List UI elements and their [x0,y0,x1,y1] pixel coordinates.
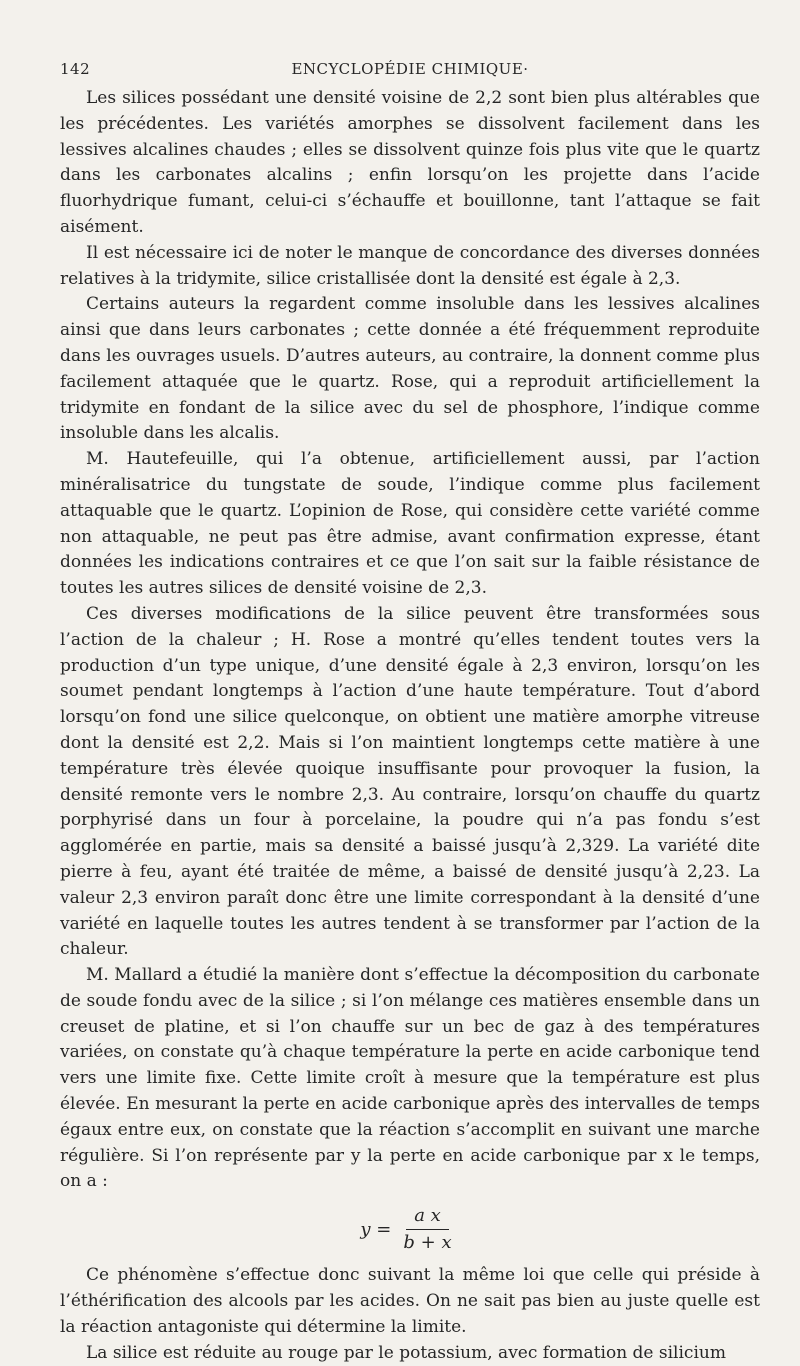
paragraph: La silice est réduite au rouge par le potassium, avec formation de silicium [86,1342,726,1363]
body-text [60,86,760,1366]
formula [60,1195,760,1263]
running-title: ENCYCLOPÉDIE CHIMIQUE· [291,60,529,78]
formula-denominator: b + x [403,1231,452,1253]
formula-numerator: a x [406,1205,449,1230]
page-number: 142 [60,60,91,78]
formula-fraction [395,1205,459,1254]
paragraph: M. Hautefeuille, qui l’a obtenue, artificiellement aussi, par l’action minéralisatrice du tungstate de soude, l’indique comme plus facilement attaquable que le quartz. L’opinion de Rose, qui considère cette variété comme non attaquable, ne peut pas être admise, avant confirmation expresse, étant données les indications contraires et ce que l’on sait sur la faible résistance de toutes les autres silices de densité voisine de 2,3. [60,449,760,599]
paragraph: Ces diverses modifications de la silice peuvent être transformées sous l’action de la chaleur ; H. Rose a montré qu’elles tendent toutes vers la production d’un type unique, d’une densité égale à 2,3 environ, lorsqu’on les soumet pendant longtemps à l’action d’une haute température. Tout d’abord lorsqu’on fond une silice quelconque, on obtient une matière amorphe vitreuse dont la densité est 2,2. Mais si l’on maintient longtemps cette matière à une température très élevée quoique insuffisante pour provoquer la fusion, la densité remonte vers le nombre 2,3. Au contraire, lorsqu’on chauffe du quartz porphyrisé dans un four à porcelaine, la poudre qui n’a pas fondu s’est agglomérée en partie, mais sa densité a baissé jusqu’à 2,329. La variété dite pierre à feu, ayant été traitée de même, a baissé de densité jusqu’à 2,23. La valeur 2,3 environ paraît donc être une limite correspondant à la densité d’une variété en laquelle toutes les autres tendent à se transformer par l’action de la chaleur. [60,603,760,960]
paragraph: Certains auteurs la regardent comme insoluble dans les lessives alcalines ainsi que dans leurs carbonates ; cette donnée a été fréquemment reproduite dans les ouvrages usuels. D’autres auteurs, au contraire, la donnent comme plus facilement attaquée que le quartz. Rose, qui a reproduit artificiellement la tridymite en fondant de la silice avec du sel de phosphore, l’indique comme insoluble dans les alcalis. [60,294,760,444]
page-header [60,60,760,86]
paragraph: Il est nécessaire ici de noter le manque de concordance des diverses données relatives à la tridymite, silice cristallisée dont la densité est égale à 2,3. [60,242,760,289]
paragraph: Les silices possédant une densité voisine de 2,2 sont bien plus altérables que les précédentes. Les variétés amorphes se dissolvent facilement dans les lessives alcalines chaudes ; elles se dissolvent quinze fois plus vite que le quartz dans les carbonates alcalins ; enfin lorsqu’on les projette dans l’acide fluorhydrique fumant, celui-ci s’échauffe et bouillonne, tant l’attaque se fait aisément. [60,88,760,237]
formula-lhs: y = [360,1218,392,1240]
paragraph: M. Mallard a étudié la manière dont s’effectue la décomposition du carbonate de soude fondu avec de la silice ; si l’on mélange ces matières ensemble dans un creuset de platine, et si l’on chauffe sur un bec de gaz à des températures variées, on constate qu’à chaque température la perte en acide carbonique tend vers une limite fixe. Cette limite croît à mesure que la température est plus élevée. En mesurant la perte en acide carbonique après des intervalles de temps égaux entre eux, on constate que la réaction s’accomplit en suivant une marche régulière. Si l’on représente par y la perte en acide carbonique par x le temps, on a : [60,965,760,1192]
paragraph: Ce phénomène s’effectue donc suivant la même loi que celle qui préside à l’éthérification des alcools par les acides. On ne sait pas bien au juste quelle est la réaction antagoniste qui détermine la limite. [60,1265,760,1337]
